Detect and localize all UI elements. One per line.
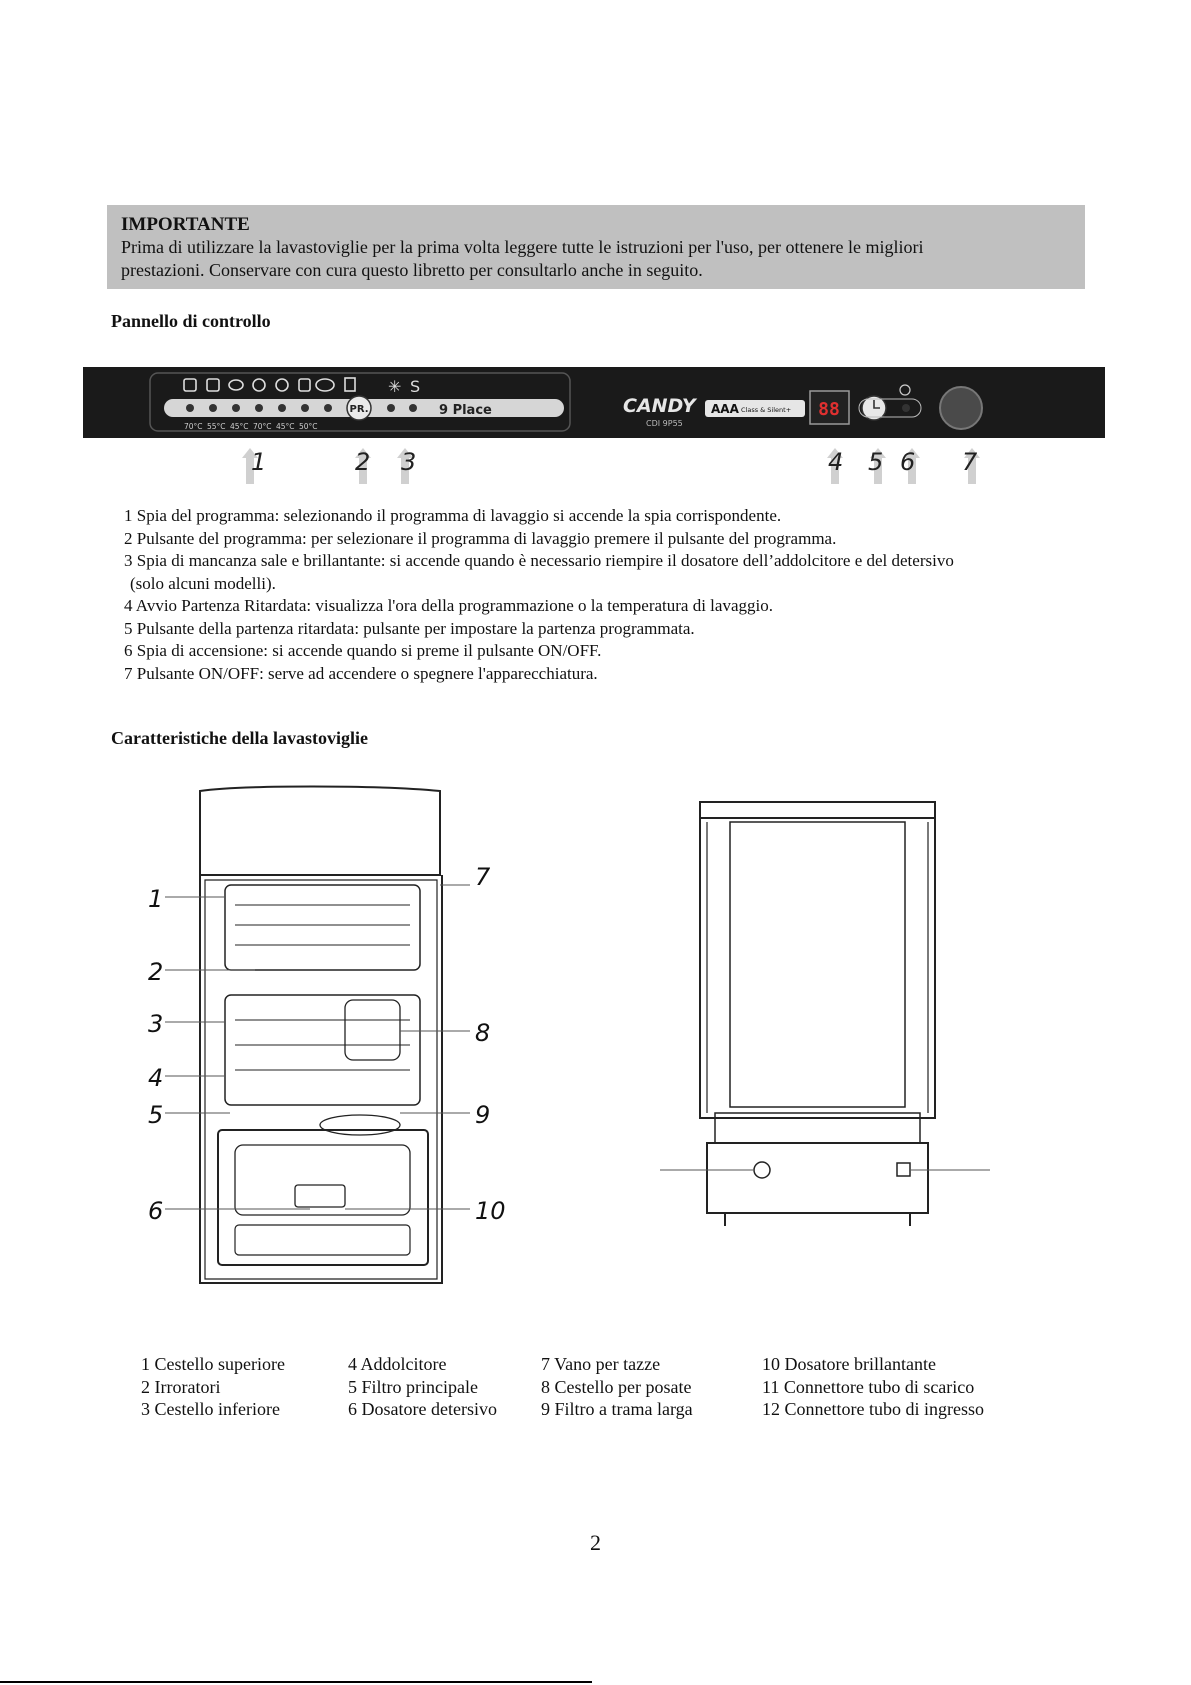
control-descriptions	[124, 505, 1124, 685]
control-desc-5: 5 Pulsante della partenza ritardata: pulsante per impostare la partenza programmata.	[124, 618, 695, 638]
program-icons	[184, 378, 355, 391]
legend-item-9: 9 Filtro a trama larga	[541, 1399, 693, 1419]
control-panel-callouts	[0, 440, 1191, 495]
legend-item-1: 1 Cestello superiore	[141, 1354, 285, 1374]
svg-text:AAA: AAA	[711, 402, 739, 416]
legend-item-12: 12 Connettore tubo di ingresso	[762, 1399, 984, 1419]
legend-item-4: 4 Addolcitore	[348, 1354, 447, 1374]
importante-box	[107, 205, 1085, 289]
dishwasher-rear-drawing	[655, 798, 995, 1238]
power-led	[902, 404, 910, 412]
rinse-aid-icon: ✳	[388, 377, 402, 396]
footer-rule	[0, 1681, 592, 1683]
drawing-label-3: 3	[148, 1010, 164, 1038]
control-desc-3-cont: (solo alcuni modelli).	[130, 573, 276, 593]
model-label: CDI 9P55	[646, 419, 683, 428]
svg-text:55°C: 55°C	[207, 422, 226, 431]
salt-icon: S	[410, 377, 421, 396]
legend-item-5: 5 Filtro principale	[348, 1376, 478, 1397]
control-desc-2: 2 Pulsante del programma: per selezionare il programma di lavaggio premere il pulsante del programma.	[124, 528, 837, 548]
features-heading: Caratteristiche della lavastoviglie	[111, 728, 368, 748]
legend-column-1	[141, 1353, 285, 1421]
temperature-labels	[184, 422, 318, 431]
control-panel-heading: Pannello di controllo	[111, 311, 271, 331]
importante-title: IMPORTANTE	[121, 214, 250, 235]
legend-column-2	[348, 1353, 497, 1421]
svg-text:Class & Silent+: Class & Silent+	[741, 406, 792, 414]
place-label: 9 Place	[439, 403, 492, 418]
callout-1: 1	[251, 448, 267, 476]
importante-line-1: Prima di utilizzare la lavastoviglie per la prima volta leggere tutte le istruzioni per l'uso, per ottenere le migliori	[121, 237, 924, 257]
legend-item-10: 10 Dosatore brillantante	[762, 1354, 936, 1374]
svg-text:88: 88	[818, 399, 840, 420]
brand-logo: CANDY	[623, 395, 696, 417]
legend-column-3	[541, 1353, 693, 1421]
callout-3: 3	[401, 448, 417, 476]
svg-text:70°C: 70°C	[253, 422, 272, 431]
drawing-label-7: 7	[475, 863, 491, 891]
control-desc-7: 7 Pulsante ON/OFF: serve ad accendere o spegnere l'apparecchiatura.	[124, 663, 598, 683]
on-off-button[interactable]	[940, 387, 982, 429]
svg-text:70°C: 70°C	[184, 422, 203, 431]
svg-text:45°C: 45°C	[230, 422, 249, 431]
drawing-label-1: 1	[148, 885, 164, 913]
drawing-label-5: 5	[148, 1101, 164, 1129]
drawing-label-4: 4	[148, 1064, 164, 1092]
legend-item-6: 6 Dosatore detersivo	[348, 1399, 497, 1419]
page-number: 2	[590, 1530, 601, 1555]
control-panel-illustration	[83, 367, 1105, 438]
legend-item-2: 2 Irroratori	[141, 1376, 221, 1397]
svg-text:45°C: 45°C	[276, 422, 295, 431]
importante-line-2: prestazioni. Conservare con cura questo libretto per consultarlo anche in seguito.	[121, 260, 703, 280]
drawing-label-2: 2	[148, 958, 164, 986]
callout-2: 2	[355, 448, 371, 476]
drawing-label-9: 9	[475, 1101, 491, 1129]
drawing-label-6: 6	[148, 1197, 164, 1225]
drawing-label-10: 10	[475, 1197, 506, 1225]
svg-text:50°C: 50°C	[299, 422, 318, 431]
dishwasher-front-drawing	[140, 785, 520, 1295]
callout-7: 7	[962, 448, 978, 476]
control-desc-4: 4 Avvio Partenza Ritardata: visualizza l'ora della programmazione o la temperatura di lavaggio.	[124, 596, 773, 615]
legend-item-11: 11 Connettore tubo di scarico	[762, 1376, 975, 1397]
drawing-label-8: 8	[475, 1019, 491, 1047]
control-desc-1: 1 Spia del programma: selezionando il programma di lavaggio si accende la spia corrispondente.	[124, 506, 782, 525]
legend-item-8: 8 Cestello per posate	[541, 1376, 692, 1397]
control-desc-6: 6 Spia di accensione: si accende quando si preme il pulsante ON/OFF.	[124, 641, 602, 660]
power-icon	[900, 385, 910, 395]
program-button-label: PR.	[349, 404, 369, 415]
legend-item-7: 7 Vano per tazze	[541, 1354, 661, 1374]
control-desc-3: 3 Spia di mancanza sale e brillantante: si accende quando è necessario riempire il dosatore dell’addolcitore e del detersivo	[124, 551, 954, 570]
callout-4: 4	[828, 448, 844, 476]
legend-item-3: 3 Cestello inferiore	[141, 1399, 280, 1419]
legend-column-4	[762, 1353, 984, 1421]
callout-5: 5	[868, 448, 884, 476]
callout-6: 6	[900, 448, 916, 476]
